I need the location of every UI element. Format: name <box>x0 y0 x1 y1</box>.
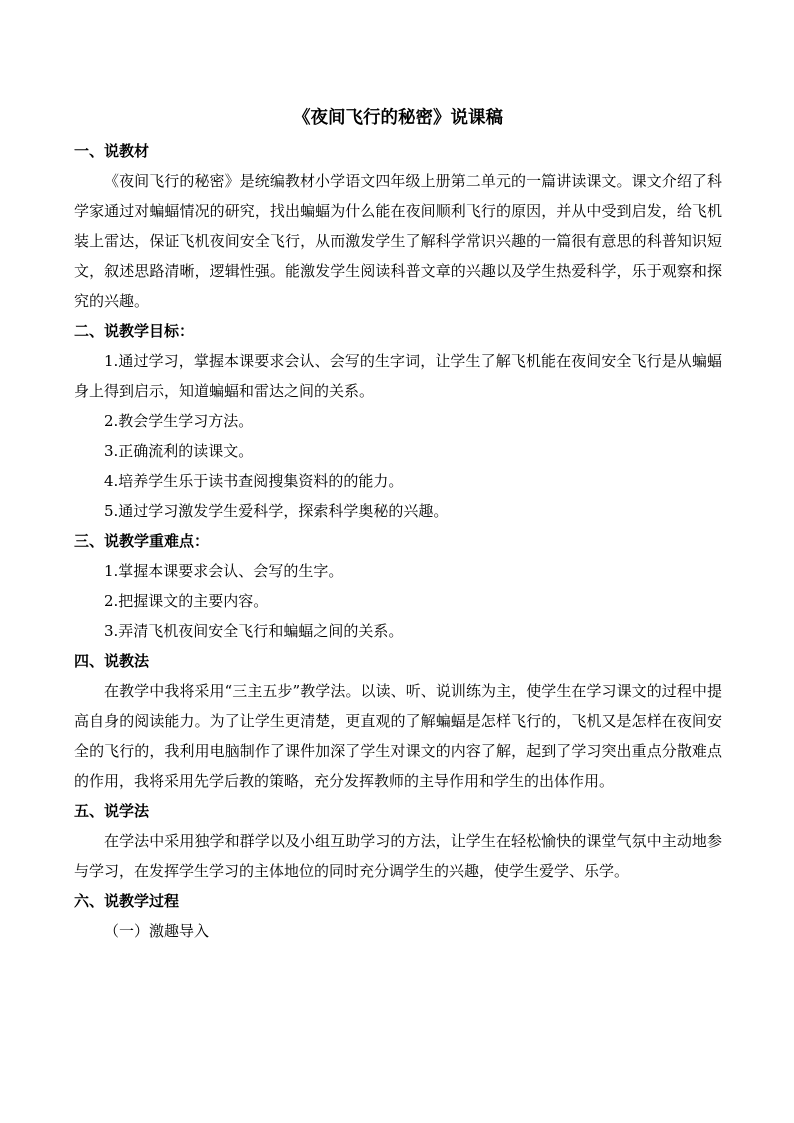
list-item: 2.教会学生学习方法。 <box>104 412 254 430</box>
section-key-difficulties <box>74 526 722 646</box>
list-item: 1.掌握本课要求会认、会写的生字。 <box>104 562 344 580</box>
list-item: 3.正确流利的读课文。 <box>104 442 254 460</box>
section-learning-method <box>74 796 722 886</box>
section-heading: 六、说教学过程 <box>74 892 180 910</box>
section-heading: 五、说学法 <box>74 802 150 820</box>
section-teaching-method <box>74 646 722 796</box>
section-paragraph: 在教学中我将采用“三主五步”教学法。以读、听、说训练为主，使学生在学习课文的过程中提高自身的阅读能力。为了让学生更清楚，更直观的了解蝙蝠是怎样飞行的，飞机又是怎样在夜间安全的飞行的，我利用电脑制作了课件加深了学生对课文的内容了解，起到了学习突出重点分散难点的作用，我将采用先学后教的策略，充分发挥教师的主导作用和学生的出体作用。 <box>74 682 722 790</box>
section-paragraph: 在学法中采用独学和群学以及小组互助学习的方法，让学生在轻松愉快的课堂气氛中主动地参与学习，在发挥学生学习的主体地位的同时充分调学生的兴趣，使学生爱学、乐学。 <box>74 832 722 880</box>
section-paragraph: 《夜间飞行的秘密》是统编教材小学语文四年级上册第二单元的一篇讲读课文。课文介绍了科学家通过对蝙蝠情况的研究，找出蝙蝠为什么能在夜间顺利飞行的原因，并从中受到启发，给飞机装上雷达，保证飞机夜间安全飞行，从而激发学生了解科学常识兴趣的一篇很有意思的科普知识短文，叙述思路清晰，逻辑性强。能激发学生阅读科普文章的兴趣以及学生热爱科学，乐于观察和探究的兴趣。 <box>74 172 722 310</box>
list-item: 2.把握课文的主要内容。 <box>104 592 269 610</box>
section-heading: 三、说教学重难点： <box>74 532 210 550</box>
section-heading: 四、说教法 <box>74 652 150 670</box>
section-teaching-goals <box>74 316 722 526</box>
list-item: 4.培养学生乐于读书查阅搜集资料的的能力。 <box>104 472 404 490</box>
list-item: 3.弄清飞机夜间安全飞行和蝙蝠之间的关系。 <box>104 622 404 640</box>
list-item: 5.通过学习激发学生爱科学，探索科学奥秘的兴趣。 <box>104 502 449 520</box>
section-heading: 二、说教学目标： <box>74 322 195 340</box>
section-textbook <box>74 136 722 316</box>
list-item: 1.通过学习，掌握本课要求会认、会写的生字词，让学生了解飞机能在夜间安全飞行是从蝙蝠身上得到启示，知道蝙蝠和雷达之间的关系。 <box>74 352 722 400</box>
section-teaching-process <box>74 886 722 946</box>
document-page <box>74 102 722 946</box>
section-heading: 一、说教材 <box>74 142 150 160</box>
sub-item: （一）激趣导入 <box>104 922 210 940</box>
document-title: 《夜间飞行的秘密》说课稿 <box>293 108 503 128</box>
